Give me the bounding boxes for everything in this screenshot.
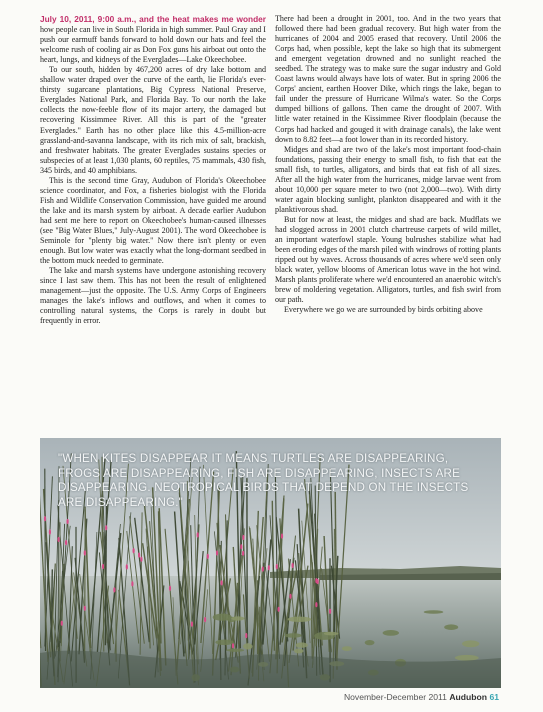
paragraph-1-text: how people can live in South Florida in high summer. Paul Gray and I push our earmuff bands forward to hold down our hats and feel the welcome rush of cooling air as Don Fox guns his airboat out onto the heart, lungs, and kidneys of the Everglades—Lake Okeechobee. <box>40 25 266 65</box>
snail-egg-cluster <box>240 544 242 549</box>
snail-egg-cluster <box>197 532 199 537</box>
article-kicker: July 10, 2011, 9:00 a.m., and the heat makes me wonder <box>40 14 266 24</box>
snail-egg-cluster <box>67 519 69 524</box>
snail-egg-cluster <box>138 553 140 558</box>
snail-egg-cluster <box>315 602 317 607</box>
paragraph-6: Midges and shad are two of the lake's most important food-chain foundations, passing their energy to small fish, to fish that eat the small fish, to turtles, alligators, and birds that eat fish of all sizes. After all the high water from the hurricanes, midge larvae went from about 10,000 per square meter to two (not 2,000—two). With dirty water again blocking sunlight, plankton disappeared and with it the planktivorous shad. <box>275 144 501 214</box>
paragraph-3: This is the second time Gray, Audubon of Florida's Okeechobee science coordinator, and Fox, a fisheries biologist with the Florida Fish and Wildlife Conservation Commission, have guided me around the lake and its marsh system by airboat. A decade earlier Audubon had sent me here to report on Okeechobee's human-caused illnesses (see "Big Water Blues," July-August 2001). The word Okeechobee is Seminole for "plenty big water." Now there isn't plenty or even enough. But low water was exactly what the long-dormant seedbed in the bottom muck needed to germinate. <box>40 175 266 266</box>
lily-pad <box>424 610 444 614</box>
snail-egg-cluster <box>216 550 218 555</box>
snail-egg-cluster <box>281 534 283 539</box>
lily-pad <box>444 624 458 630</box>
reed-stem <box>85 507 86 662</box>
lily-pad <box>294 649 303 654</box>
snail-egg-cluster <box>242 535 244 540</box>
paragraph-2: To our south, hidden by 467,200 acres of dry lake bottom and shallow water draped over the curve of the earth, lie Florida's ever-thirsty sugarcane plantations, Big Cypress National Preserve, Everglades National Park, and Florida Bay. To our north the lake collects the now-feeble flow of its major artery, the damaged but recovering Kissimmee River. All this is part of the "greater Everglades." Earth has no other place like this 4.5-million-acre grassland-and-savanna landscape, with its rich mix of salt, brackish, and freshwater habitats. The greater Everglades sustains species or subspecies of at least 1,030 plants, 60 reptiles, 75 mammals, 430 fish, 345 birds, and 40 amphibians. <box>40 65 266 175</box>
lily-pad <box>288 617 312 622</box>
article-column-left <box>40 14 266 440</box>
lily-pad <box>231 616 244 620</box>
snail-egg-cluster <box>126 564 128 569</box>
lily-pad <box>455 655 479 661</box>
lily-pad <box>365 640 375 645</box>
snail-egg-cluster <box>278 607 280 612</box>
snail-egg-cluster <box>268 565 270 570</box>
paragraph-1 <box>40 14 266 65</box>
paragraph-7: But for now at least, the midges and shad are back. Mudflats we had slogged across in 2001 clutch chartreuse carpets of wild millet, an important waterfowl staple. Young bulrushes stabilize what had been eroding edges of the marsh piled with windrows of rotting plants ripped out by waves. Across thousands of acres where we'd seen only black water, yellow blooms of American lotus wave in the hot wind. Marsh plants proliferate where we'd encountered an anaerobic witch's brew of moldering vegetation. Alligators, turtles, and fish swirl from our path. <box>275 214 501 305</box>
footer-page-number: 61 <box>489 692 499 702</box>
lily-pad <box>243 643 252 649</box>
snail-egg-cluster <box>317 579 319 584</box>
lily-pad <box>383 630 399 636</box>
snail-egg-cluster <box>207 554 209 559</box>
snail-egg-cluster <box>221 580 223 585</box>
snail-egg-cluster <box>169 586 171 591</box>
lily-pad <box>342 646 352 651</box>
lily-pad <box>213 614 232 621</box>
snail-egg-cluster <box>329 609 331 614</box>
snail-egg-cluster <box>113 587 115 592</box>
snail-egg-cluster <box>84 550 86 555</box>
snail-egg-cluster <box>191 622 193 627</box>
snail-egg-cluster <box>133 548 135 553</box>
snail-egg-cluster <box>292 563 294 568</box>
snail-egg-cluster <box>102 564 104 569</box>
lily-pad <box>227 649 244 652</box>
article-column-right <box>275 14 501 440</box>
snail-egg-cluster <box>131 581 133 586</box>
snail-egg-cluster <box>262 567 264 572</box>
snail-egg-cluster <box>58 537 60 542</box>
snail-egg-cluster <box>44 516 46 521</box>
snail-egg-cluster <box>232 643 234 648</box>
page-footer <box>344 692 499 702</box>
pull-quote: "WHEN KITES DISAPPEAR IT MEANS TURTLES ARE DISAPPEARING, FROGS ARE DISAPPEARING, FISH ARE DISAPPEARING, INSECTS ARE DISAPPEARING. NEOTROPICAL BIRDS THAT DEPEND ON THE INSECTS ARE DISAPPEARING." <box>58 452 469 509</box>
snail-egg-cluster <box>49 529 51 534</box>
lily-pad <box>324 632 339 636</box>
lily-pad <box>296 642 308 647</box>
footer-issue: November-December 2011 <box>343 692 447 702</box>
snail-egg-cluster <box>245 633 247 638</box>
snail-egg-cluster <box>242 551 244 556</box>
paragraph-8: Everywhere we go we are surrounded by birds orbiting above <box>284 305 483 315</box>
snail-egg-cluster <box>276 564 278 569</box>
lily-pad <box>215 640 234 646</box>
snail-egg-cluster <box>61 621 63 626</box>
snail-egg-cluster <box>204 617 206 622</box>
footer-magazine: Audubon <box>449 692 488 702</box>
snail-egg-cluster <box>84 606 86 611</box>
lily-pad <box>285 633 302 638</box>
lily-pad <box>462 640 479 647</box>
paragraph-4: The lake and marsh systems have undergone astonishing recovery since I last saw them. This has not been the result of enlightened management—just the opposite. The U.S. Army Corps of Engineers manages the lake's inflows and outflows, and when it comes to controlling natural systems, the Corps is rarely in doubt but frequently in error. <box>40 266 266 326</box>
snail-egg-cluster <box>289 594 291 599</box>
snail-egg-cluster <box>105 525 107 530</box>
snail-egg-cluster <box>65 540 67 545</box>
paragraph-5: There had been a drought in 2001, too. And in the two years that followed there had been gradual recovery. But high water from the hurricanes of 2004 and 2005 erased that recovery. Until 2006 the Corps had, when possible, kept the lake so high that its submergent and emergent vegetation drowned and no sunlight reached the seedbed. The strategy was to make sure the sugar industry and Gold Coast lawns would always have lots of water. But in spring 2006 the Corps' ancient, earthen Hoover Dike, which rings the lake, began to fail under the pressure of Hurricane Wilma's water. So the Corps dumped billions of gallons. Then came the drought of 2007. With little water retained in the Kissimmee River floodplain (because the Corps had hacked and gouged it with drainage canals), the lake went down to 8.82 feet—a foot lower than in its recorded history. <box>275 14 501 144</box>
snail-egg-cluster <box>140 557 142 562</box>
